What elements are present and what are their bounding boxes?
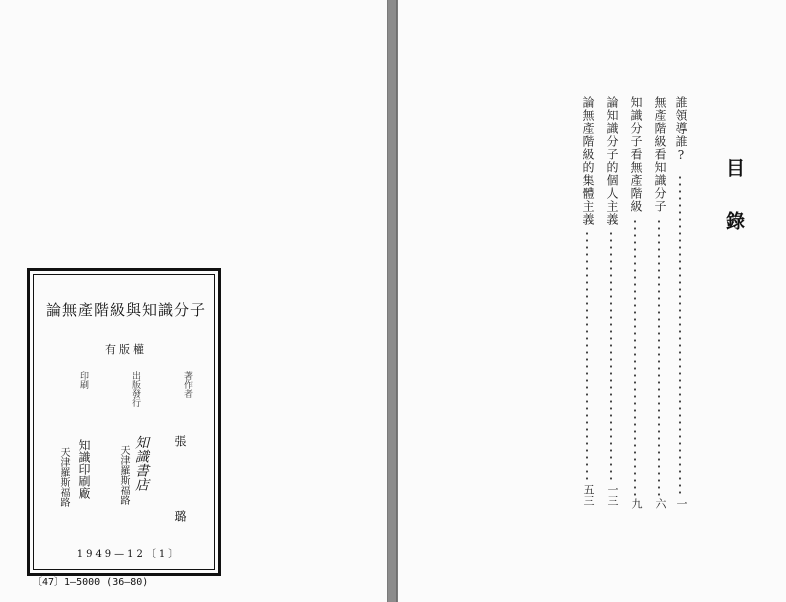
publisher-signature: 知識書店 xyxy=(133,435,149,491)
toc-leader-dots xyxy=(679,174,681,496)
toc-entry[interactable] xyxy=(580,96,596,516)
page-gutter xyxy=(388,0,396,602)
toc-entry-page: 一 xyxy=(675,498,688,509)
role-printer: 印刷 xyxy=(78,371,88,389)
toc-entry-page: 五三 xyxy=(582,484,595,506)
toc-entry-title: 無產階級看知識分子 xyxy=(653,96,667,213)
toc-entry-title: 誰領導誰? xyxy=(674,96,688,163)
printer-address: 天津羅斯福路 xyxy=(58,447,69,507)
colophon-box xyxy=(27,268,221,576)
publisher-address: 天津羅斯福路 xyxy=(118,445,129,505)
toc-leader-dots xyxy=(610,230,612,482)
printer-name: 知識印刷廠 xyxy=(77,439,91,499)
toc-entry[interactable] xyxy=(628,96,644,516)
credit-author-mark: 璐 xyxy=(173,510,187,522)
colophon-title: 論無產階級與知識分子 xyxy=(46,301,207,319)
toc-entry-title: 論知識分子的個人主義 xyxy=(605,96,619,226)
toc-entry-title: 論無產階級的集體主義 xyxy=(581,96,595,226)
toc-leader-dots xyxy=(586,230,588,482)
toc-entry-page: 六 xyxy=(654,498,667,509)
toc-heading: 目錄 xyxy=(723,158,745,264)
toc-entry[interactable] xyxy=(652,96,668,516)
toc-entry-title: 知識分子看無產階級 xyxy=(629,96,643,213)
toc-entry-page: 九 xyxy=(630,498,643,509)
toc-leader-dots xyxy=(634,218,636,496)
toc-entry-page: 一三 xyxy=(606,484,619,506)
copyright-label: 有版權 xyxy=(105,343,147,356)
toc-entry[interactable] xyxy=(604,96,620,516)
toc-entry[interactable] xyxy=(673,96,689,516)
colophon-inner-border xyxy=(33,274,215,570)
print-date: 1949—12〔1〕 xyxy=(76,549,182,560)
role-author: 著作者 xyxy=(182,371,192,398)
print-code: 〔47〕1—5000 (36—80) xyxy=(32,577,149,588)
toc-leader-dots xyxy=(658,218,660,496)
page-left xyxy=(0,0,388,602)
credit-author: 張 xyxy=(173,435,187,447)
role-publisher: 出版發行 xyxy=(130,371,140,407)
